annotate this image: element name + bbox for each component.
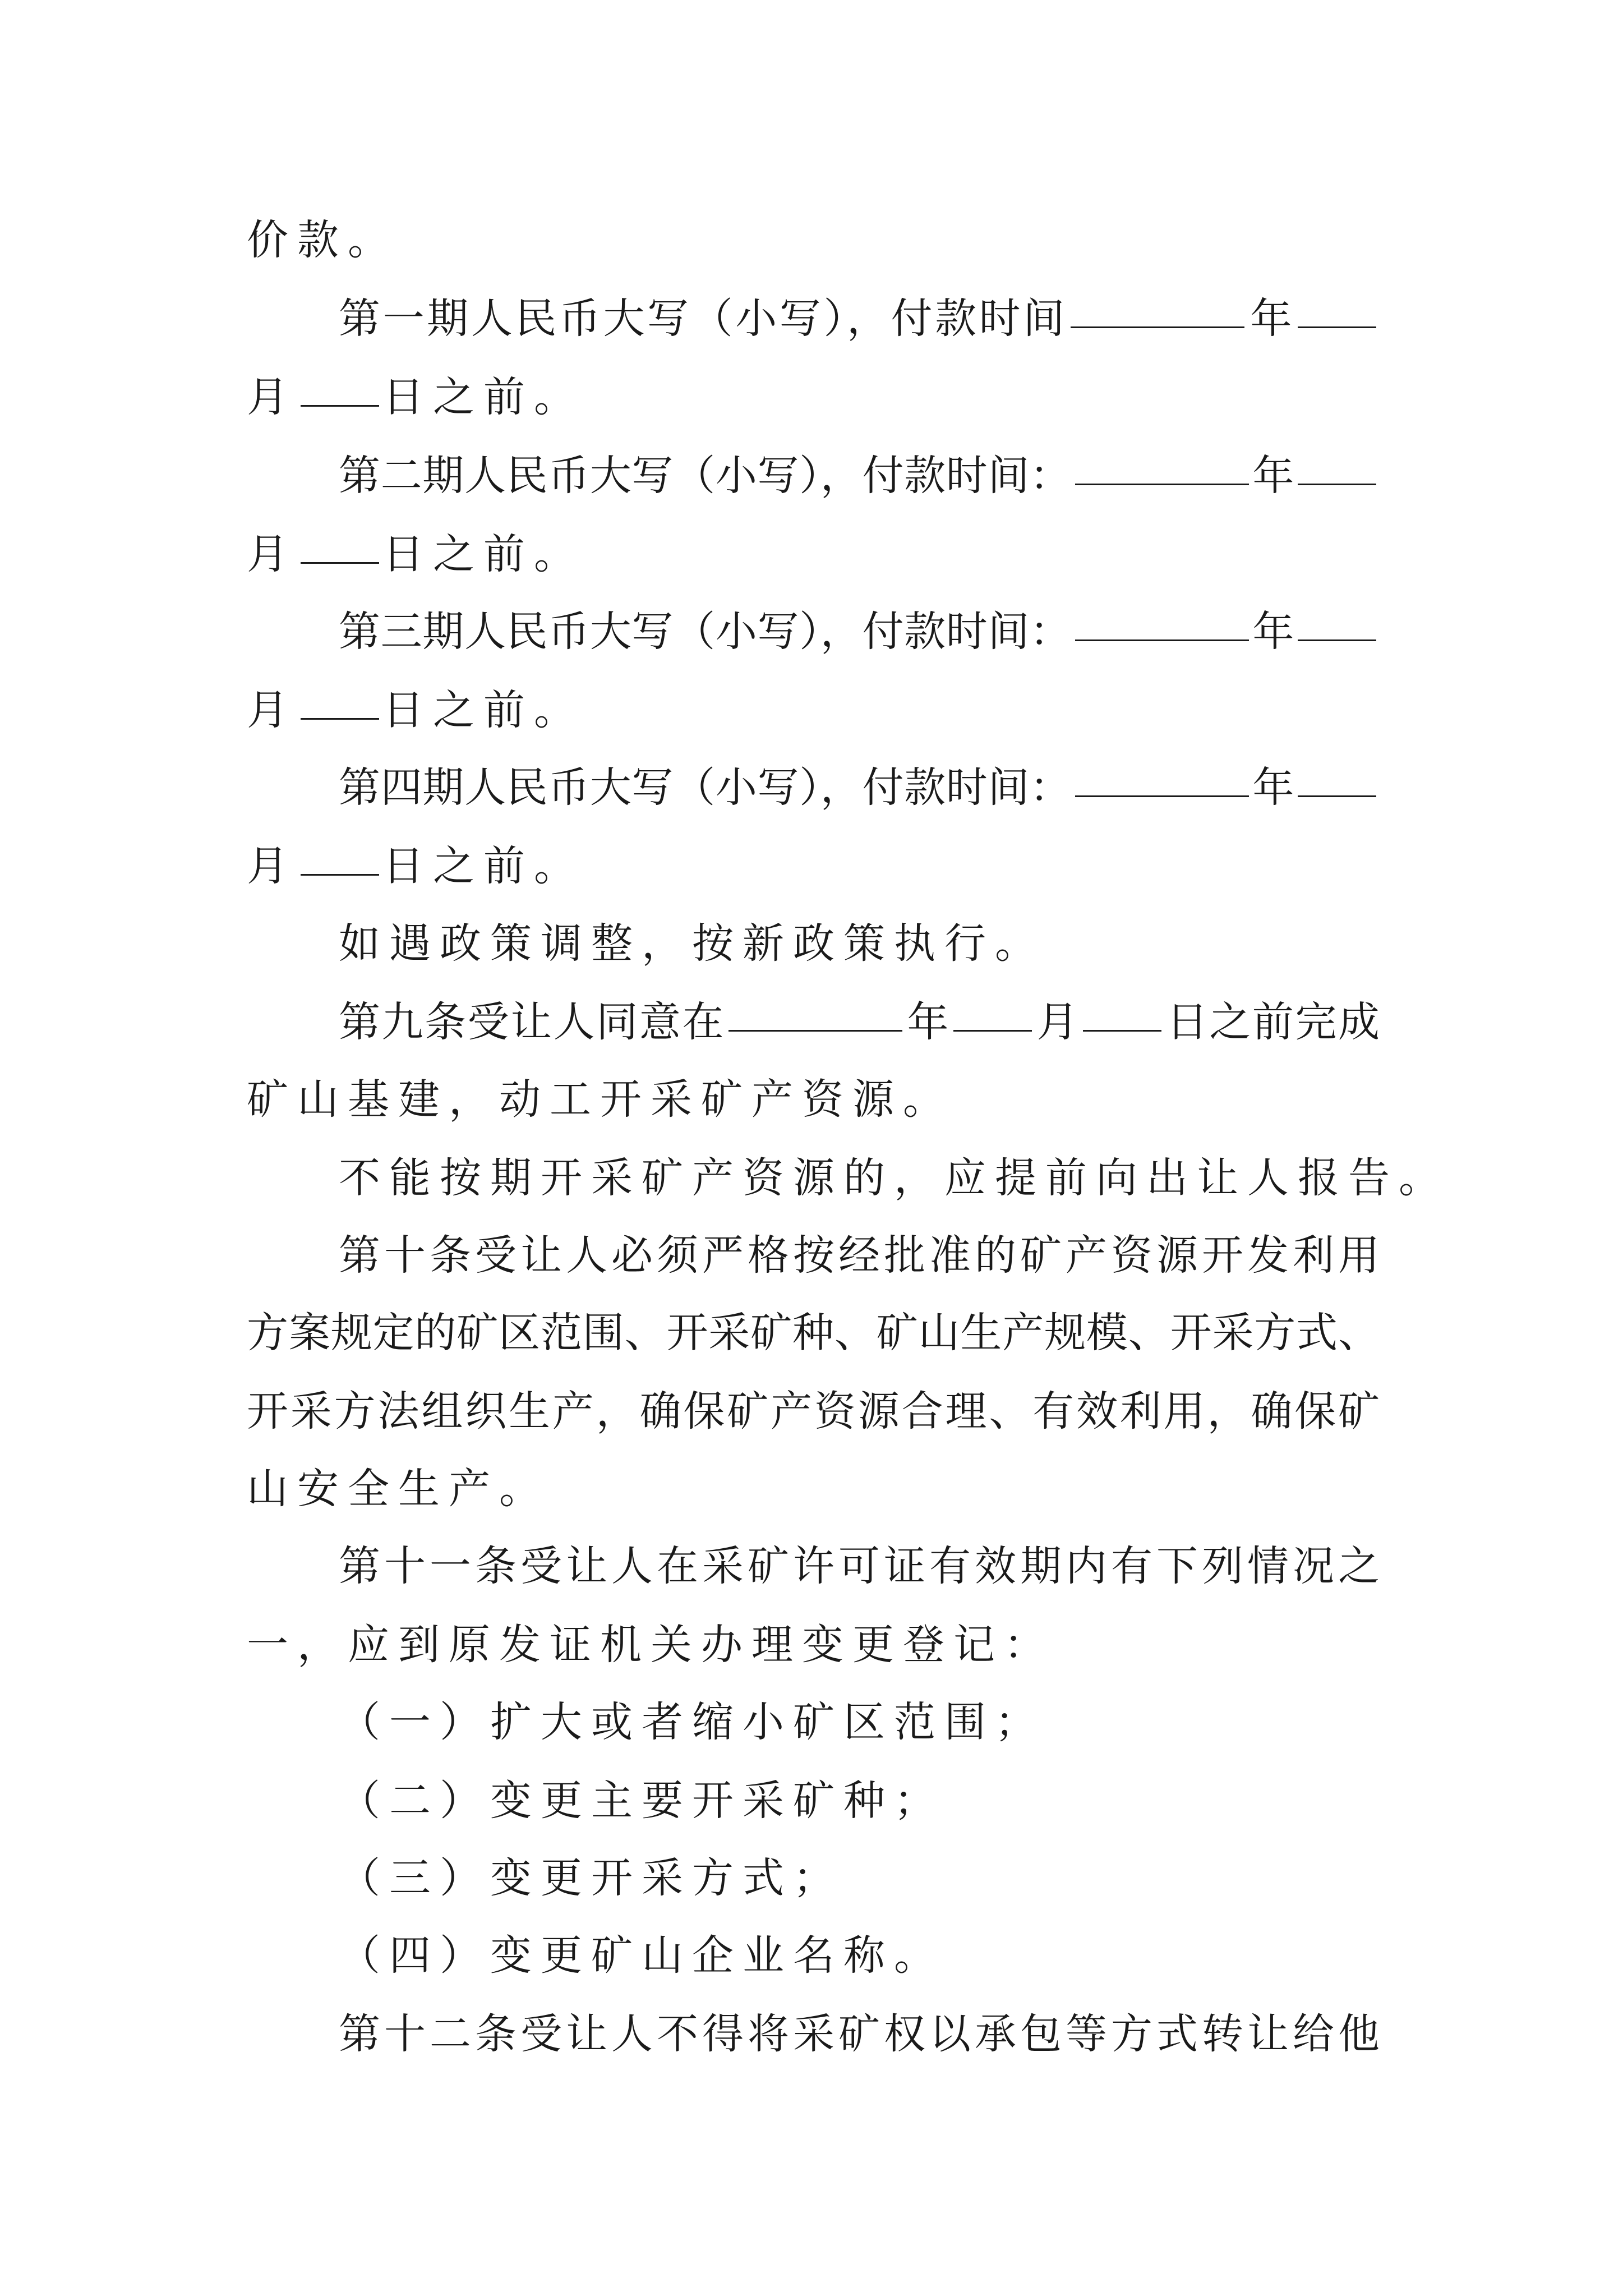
blank-year-field	[1071, 279, 1244, 328]
text-fragment: 如遇政策调整，按新政策执行。	[339, 919, 1045, 968]
text-fragment: 月	[247, 373, 297, 421]
text-line-20	[339, 1683, 1380, 1761]
text-fragment: 第十一条受让人在采矿许可证有效期内有下列情况之	[339, 1542, 1380, 1590]
text-fragment: 月	[247, 842, 297, 890]
text-fragment: 第九条受让人同意在	[339, 998, 725, 1046]
text-line-5	[247, 515, 1380, 593]
blank-month-field	[1298, 592, 1376, 641]
text-fragment: 年	[1247, 295, 1295, 343]
text-line-7	[247, 671, 1380, 749]
text-line-16	[247, 1372, 1380, 1451]
text-line-23	[339, 1916, 1380, 1995]
text-line-22	[339, 1839, 1380, 1917]
blank-month-field	[1298, 436, 1376, 485]
blank-year-field	[1075, 592, 1249, 641]
text-fragment: 第四期人民币大写（小写），付款时间：	[339, 763, 1072, 812]
text-fragment: 年	[1252, 763, 1295, 812]
blank-day-field	[301, 827, 379, 876]
text-fragment: （一）扩大或者缩小矿区范围；	[339, 1698, 1045, 1746]
text-fragment: 一，应到原发证机关办理变更登记：	[247, 1621, 1054, 1669]
text-line-12	[247, 1060, 1380, 1139]
text-line-21	[339, 1761, 1380, 1840]
text-fragment: 价款。	[247, 216, 398, 264]
text-line-14	[339, 1216, 1380, 1295]
text-fragment: 年	[906, 998, 951, 1046]
text-fragment: 日之前。	[382, 373, 584, 421]
text-fragment: （二）变更主要开采矿种；	[339, 1777, 944, 1825]
text-fragment: 开采方法组织生产，确保矿产资源合理、有效利用，确保矿	[247, 1387, 1380, 1435]
text-line-6	[339, 592, 1380, 671]
text-fragment: 月	[247, 686, 297, 734]
blank-day-field	[301, 671, 379, 720]
text-fragment: 第一期人民币大写（小写），付款时间	[339, 295, 1067, 343]
text-fragment: 月	[247, 530, 297, 578]
blank-day-field	[301, 515, 379, 564]
blank-year-field	[1075, 748, 1249, 797]
text-fragment: （三）变更开采方式；	[339, 1854, 843, 1902]
text-fragment: 第十二条受让人不得将采矿权以承包等方式转让给他	[339, 2010, 1380, 2058]
text-fragment: 日之前完成	[1165, 998, 1380, 1046]
blank-day-field	[301, 358, 379, 407]
text-line-3	[247, 358, 1380, 436]
text-fragment: 年	[1252, 452, 1295, 500]
text-line-19	[247, 1605, 1380, 1684]
text-fragment: 日之前。	[382, 686, 584, 734]
text-fragment: 第三期人民币大写（小写），付款时间：	[339, 608, 1072, 656]
text-fragment: 日之前。	[382, 842, 584, 890]
text-fragment: 第二期人民币大写（小写），付款时间：	[339, 452, 1072, 500]
text-line-11	[339, 983, 1380, 1061]
text-fragment: 日之前。	[382, 530, 584, 578]
text-fragment: 不能按期开采矿产资源的，应提前向出让人报告。	[339, 1154, 1449, 1202]
blank-month-field	[1298, 279, 1376, 328]
text-line-8	[339, 748, 1380, 827]
text-line-24	[339, 1995, 1380, 2073]
text-line-13	[339, 1139, 1449, 1217]
text-line-10	[339, 904, 1380, 983]
blank-year-field	[728, 983, 902, 1032]
text-fragment: 第十条受让人必须严格按经批准的矿产资源开发利用	[339, 1231, 1380, 1280]
text-line-1	[247, 201, 1380, 279]
text-fragment: 年	[1252, 608, 1295, 656]
text-line-2	[339, 279, 1380, 358]
blank-year-field	[1075, 436, 1249, 485]
text-fragment: 山安全生产。	[247, 1465, 550, 1513]
text-fragment: （四）变更矿山企业名称。	[339, 1931, 944, 1980]
text-line-15	[247, 1294, 1380, 1372]
text-line-18	[339, 1527, 1380, 1605]
text-fragment: 矿山基建，动工开采矿产资源。	[247, 1075, 953, 1124]
text-fragment: 月	[1035, 998, 1080, 1046]
blank-month-field	[1298, 748, 1376, 797]
text-line-17	[247, 1450, 1380, 1528]
text-line-9	[247, 827, 1380, 905]
text-fragment: 方案规定的矿区范围、开采矿种、矿山生产规模、开采方式、	[247, 1309, 1380, 1357]
blank-month-field	[953, 983, 1032, 1032]
text-line-4	[339, 436, 1380, 515]
blank-day-field	[1083, 983, 1161, 1032]
